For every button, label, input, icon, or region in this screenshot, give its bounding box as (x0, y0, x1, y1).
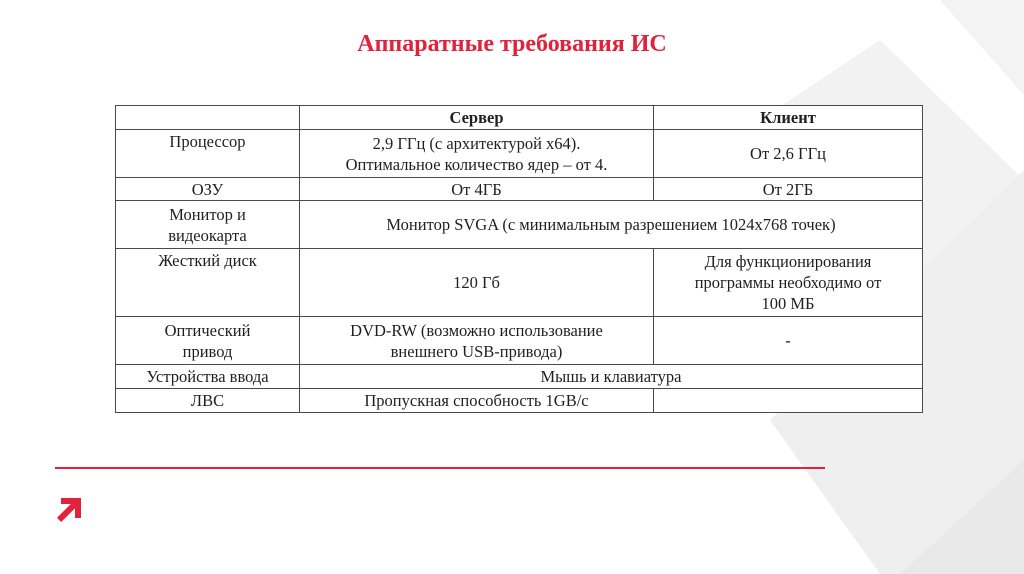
requirements-table (115, 105, 922, 412)
cell-monitor-value: Монитор SVGA (с минимальным разрешением 1024x768 точек) (300, 201, 923, 249)
arrow-up-right-icon (55, 496, 83, 524)
table-row (116, 317, 923, 365)
cell-cpu-server (300, 130, 654, 178)
cell-optical-server (300, 317, 654, 365)
cell-hdd-client (654, 249, 923, 317)
cell-cpu-client: От 2,6 ГГц (654, 130, 923, 178)
row-label-ram: ОЗУ (116, 178, 300, 201)
cell-input-value: Мышь и клавиатура (300, 365, 923, 389)
cell-lan-server: Пропускная способность 1GB/с (300, 389, 654, 413)
table-header-row (116, 106, 923, 130)
footer-divider (55, 467, 825, 469)
row-label-lan: ЛВС (116, 389, 300, 413)
cell-lan-client (654, 389, 923, 413)
cell-optical-client: - (654, 317, 923, 365)
row-label-monitor (116, 201, 300, 249)
header-empty (116, 106, 300, 130)
cell-optical-server-line1: DVD-RW (возможно использование (350, 320, 603, 340)
cell-hdd-client-line2: программы необходимо от (694, 273, 882, 292)
row-label-optical-line1: Оптический (164, 320, 251, 340)
table-row (116, 178, 923, 201)
table-row (116, 249, 923, 317)
row-label-cpu: Процессор (116, 130, 300, 178)
page-title: Аппаратные требования ИС (357, 31, 667, 57)
row-label-optical (116, 317, 300, 365)
cell-cpu-server-line2: Оптимальное количество ядер – от 4. (345, 154, 608, 174)
row-label-optical-line2: привод (182, 341, 233, 361)
row-label-input: Устройства ввода (116, 365, 300, 389)
cell-cpu-server-line1: 2,9 ГГц (с архитектурой x64). (372, 133, 581, 153)
cell-ram-client: От 2ГБ (654, 178, 923, 201)
table-row (116, 365, 923, 389)
table-row (116, 389, 923, 413)
cell-optical-server-line2: внешнего USB-привода) (390, 341, 563, 361)
header-client: Клиент (654, 106, 923, 130)
cell-hdd-client-line3: 100 МБ (761, 294, 815, 313)
cell-hdd-client-line1: Для функционирования (704, 252, 872, 271)
table-row (116, 130, 923, 178)
cell-ram-server: От 4ГБ (300, 178, 654, 201)
row-label-monitor-line2: видеокарта (168, 225, 247, 245)
table-row (116, 201, 923, 249)
header-server: Сервер (300, 106, 654, 130)
cell-hdd-server: 120 Гб (300, 249, 654, 317)
row-label-monitor-line1: Монитор и (169, 204, 246, 224)
row-label-hdd: Жесткий диск (116, 249, 300, 317)
